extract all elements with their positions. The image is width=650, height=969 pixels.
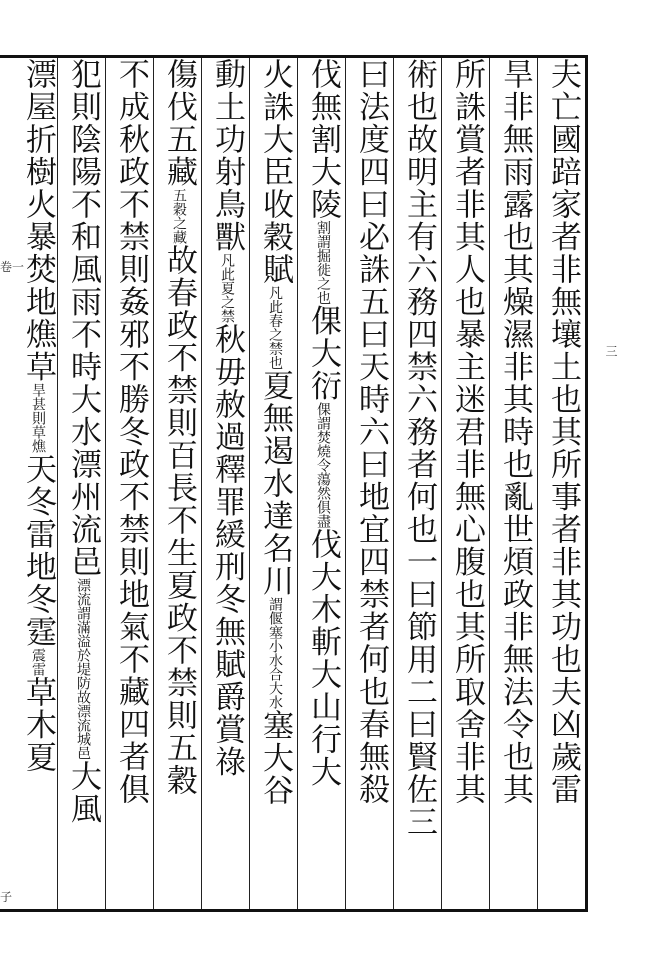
commentary-note: 五穀之藏 bbox=[171, 188, 187, 244]
folio-number: 三 bbox=[604, 345, 618, 357]
text-column-6: 伐無割大陵割謂掘徙之也倮大衍倮謂焚燒令蕩然俱盡伐大木斬大山行大 bbox=[297, 58, 348, 909]
text-column-12: 漂屋折樹火暴焚地燋草旱甚則草燋天冬雷地冬霆震雷草木夏 bbox=[20, 58, 56, 774]
commentary-note: 割謂掘徙之也 bbox=[315, 220, 331, 305]
commentary-note: 漂流謂滿溢於堤防故漂流城邑 bbox=[75, 578, 91, 760]
text-column-4: 術也故明主有六務四禁六務者何也一曰節用二曰賢佐三 bbox=[393, 58, 444, 909]
commentary-note: 凡此夏之禁 bbox=[219, 253, 235, 323]
commentary-note: 凡此春之禁也 bbox=[267, 285, 283, 370]
text-column-2: 旱非無雨露也其燥濕非其時也亂世煩政非無法令也其 bbox=[489, 58, 540, 909]
text-column-7: 火誅大臣收穀賦凡此春之禁也夏無遏水達名川謂偃塞小水合大水塞大谷 bbox=[249, 58, 300, 909]
text-column-9: 傷伐五藏五穀之藏故春政不禁則百長不生夏政不禁則五穀 bbox=[153, 58, 204, 909]
text-column-11: 犯則陰陽不和風雨不時大水漂州流邑漂流謂滿溢於堤防故漂流城邑大風 bbox=[57, 58, 108, 909]
edge-label-bottom: 子 bbox=[0, 890, 13, 904]
commentary-note: 旱甚則草燋 bbox=[30, 383, 46, 453]
text-column-3: 所誅賞者非其人也暴主迷君非無心腹也其所取舍非其 bbox=[441, 58, 492, 909]
text-column-1: 夫亡國踣家者非無壤土也其所事者非其功也夫凶歲雷 bbox=[537, 58, 588, 909]
text-column-8: 動土功射鳥獸凡此夏之禁秋毋赦過釋罪緩刑冬無賦爵賞祿 bbox=[201, 58, 252, 909]
commentary-note: 倮謂焚燒令蕩然俱盡 bbox=[315, 402, 331, 528]
text-column-5: 曰法度四曰必誅五曰天時六曰地宜四禁者何也春無殺 bbox=[345, 58, 396, 909]
commentary-note: 謂偃塞小水合大水 bbox=[267, 597, 283, 709]
commentary-note: 震雷 bbox=[30, 648, 46, 676]
edge-label-top: 卷一 bbox=[0, 260, 25, 274]
text-column-10: 不成秋政不禁則姦邪不勝冬政不禁則地氣不藏四者俱 bbox=[105, 58, 156, 909]
